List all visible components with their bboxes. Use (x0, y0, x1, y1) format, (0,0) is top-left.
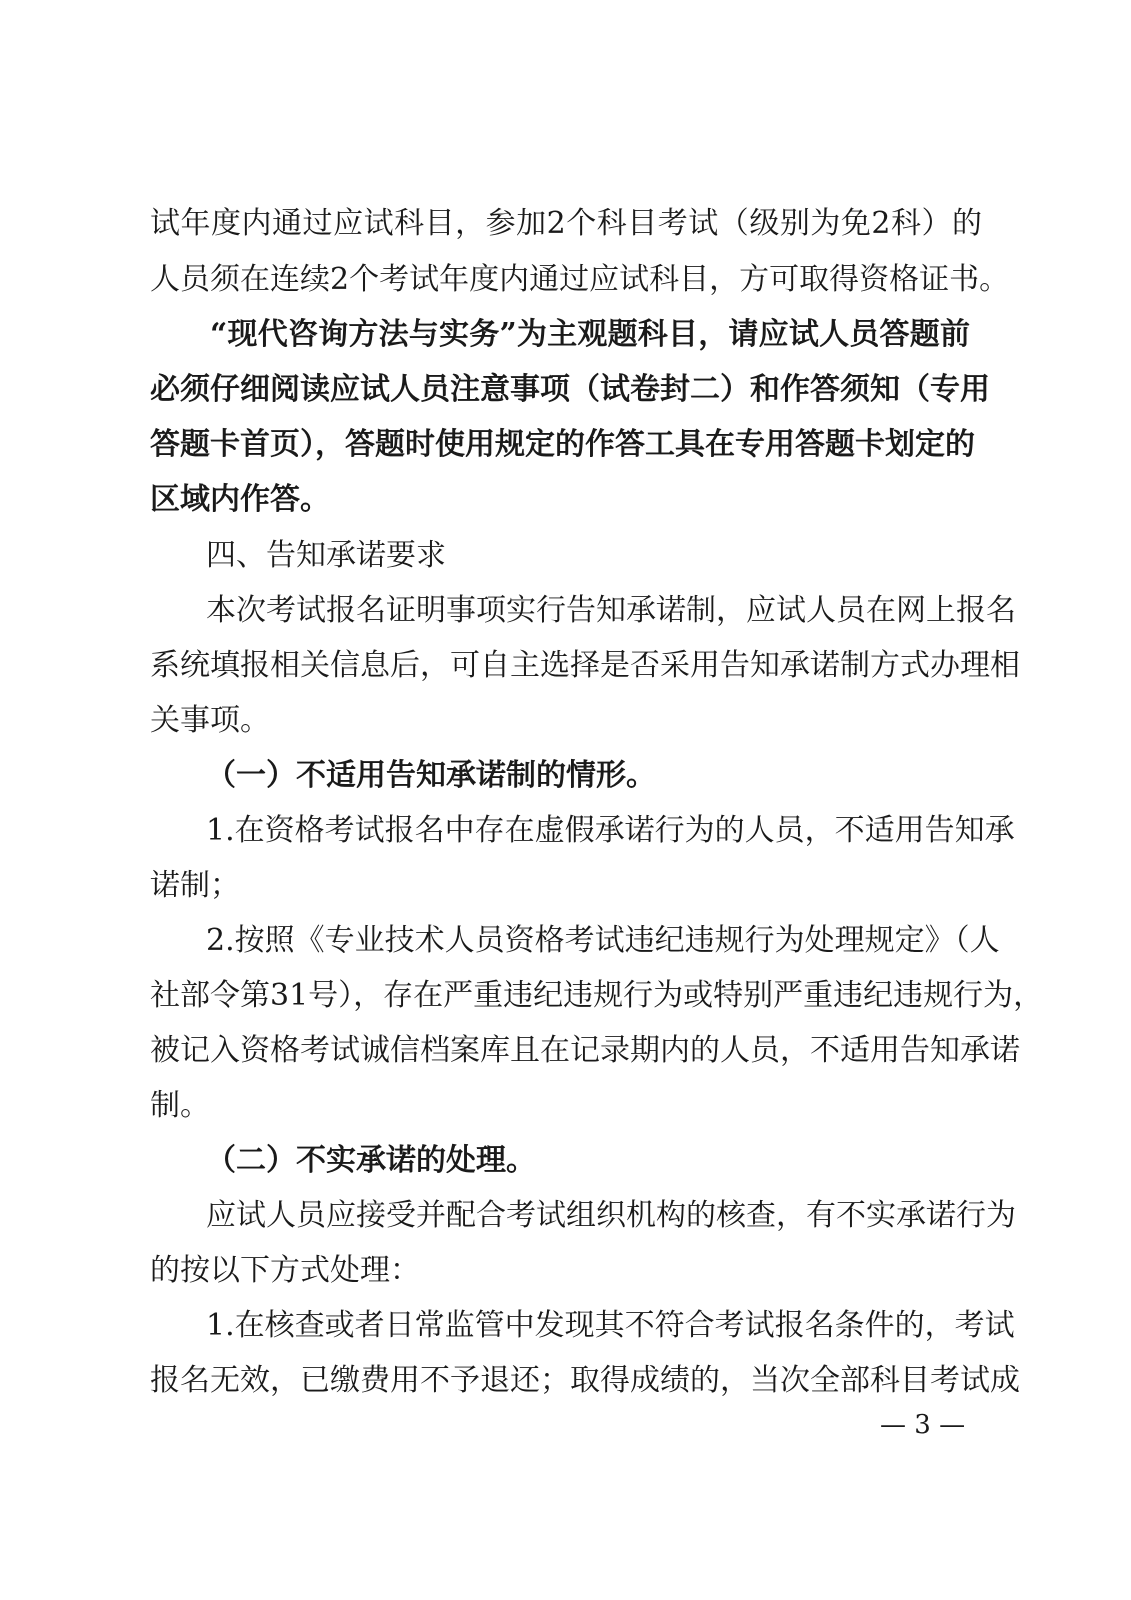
subsection-heading: （一）不适用告知承诺制的情形。 (206, 758, 656, 793)
bold-paragraph-line: 区域内作答。 (150, 482, 330, 517)
page-number: — 3 — (880, 1410, 966, 1440)
body-text-line: 1.在资格考试报名中存在虚假承诺行为的人员，不适用告知承 (206, 813, 1015, 848)
bold-paragraph-line: 必须仔细阅读应试人员注意事项（试卷封二）和作答须知（专用 (150, 372, 990, 407)
bold-paragraph-line: “现代咨询方法与实务”为主观题科目，请应试人员答题前 (210, 317, 970, 352)
body-text-line: 社部令第31号），存在严重违纪违规行为或特别严重违纪违规行为， (150, 978, 1044, 1013)
body-text-line: 报名无效，已缴费用不予退还；取得成绩的，当次全部科目考试成 (150, 1363, 1020, 1398)
body-text-line: 被记入资格考试诚信档案库且在记录期内的人员，不适用告知承诺 (150, 1033, 1020, 1068)
body-text-line: 应试人员应接受并配合考试组织机构的核查，有不实承诺行为 (206, 1198, 1016, 1233)
body-text-line: 试年度内通过应试科目，参加2个科目考试（级别为免2科）的 (150, 206, 982, 241)
body-text-line: 的按以下方式处理： (150, 1253, 420, 1288)
body-text-line: 2.按照《专业技术人员资格考试违纪违规行为处理规定》（人 (206, 923, 1000, 958)
subsection-heading: （二）不实承诺的处理。 (206, 1143, 536, 1178)
bold-paragraph-line: 答题卡首页），答题时使用规定的作答工具在专用答题卡划定的 (150, 427, 975, 462)
body-text-line: 制。 (150, 1088, 210, 1123)
body-text-line: 关事项。 (150, 703, 270, 738)
body-text-line: 系统填报相关信息后，可自主选择是否采用告知承诺制方式办理相 (150, 648, 1020, 683)
body-text-line: 1.在核查或者日常监管中发现其不符合考试报名条件的，考试 (206, 1308, 1015, 1343)
body-text-line: 人员须在连续2个考试年度内通过应试科目，方可取得资格证书。 (150, 262, 1010, 297)
body-text-line: 本次考试报名证明事项实行告知承诺制，应试人员在网上报名 (206, 593, 1016, 628)
section-heading: 四、告知承诺要求 (206, 538, 446, 573)
body-text-line: 诺制； (150, 868, 240, 903)
